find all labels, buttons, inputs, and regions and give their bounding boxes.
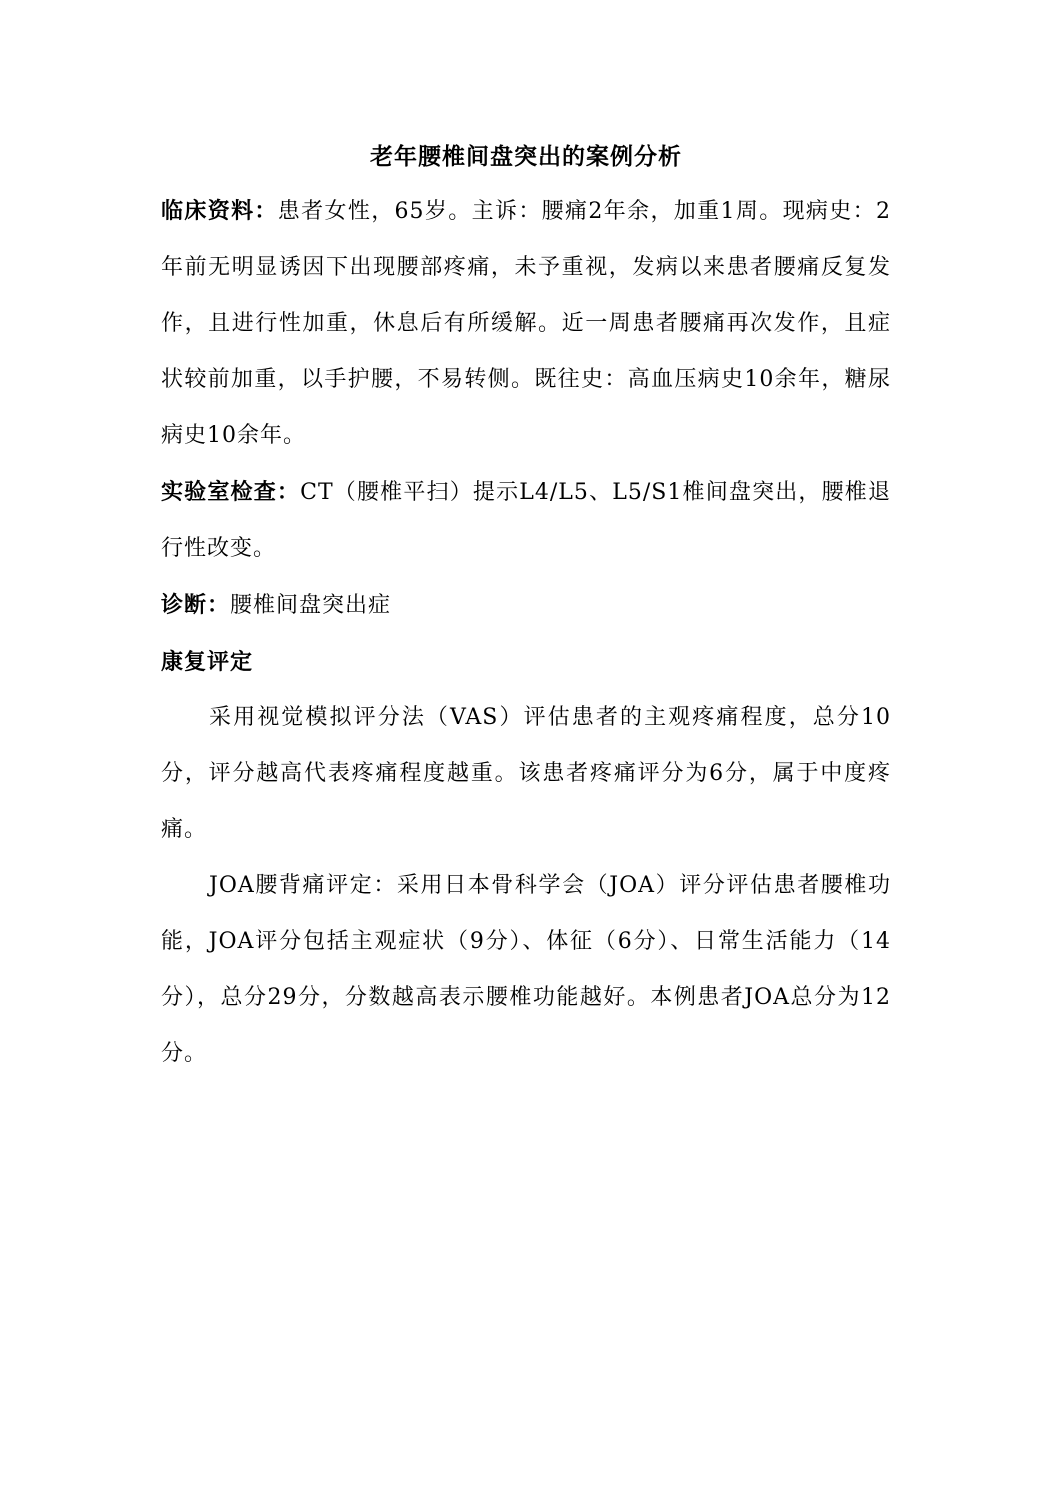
rehab-heading: 康复评定 bbox=[161, 649, 254, 675]
document-body bbox=[161, 135, 891, 1082]
diagnosis-text: 腰椎间盘突出症 bbox=[230, 593, 392, 618]
lab-section bbox=[161, 464, 891, 577]
clinical-section bbox=[161, 183, 891, 464]
diagnosis-section bbox=[161, 577, 891, 634]
joa-paragraph: JOA腰背痛评定：采用日本骨科学会（JOA）评分评估患者腰椎功能，JOA评分包括主观症状（9分）、体征（6分）、日常生活能力（14分），总分29分，分数越高表示腰椎功能越好。本例患者JOA总分为12分。 bbox=[161, 873, 891, 1066]
vas-paragraph: 采用视觉模拟评分法（VAS）评估患者的主观疼痛程度，总分10分，评分越高代表疼痛程度越重。该患者疼痛评分为6分，属于中度疼痛。 bbox=[161, 705, 891, 842]
diagnosis-label: 诊断： bbox=[161, 592, 231, 618]
lab-text: CT（腰椎平扫）提示L4/L5、L5/S1椎间盘突出，腰椎退行性改变。 bbox=[161, 480, 891, 561]
lab-label: 实验室检查： bbox=[161, 479, 301, 505]
clinical-label: 临床资料： bbox=[161, 198, 278, 224]
clinical-text: 患者女性，65岁。主诉：腰痛2年余，加重1周。现病史：2年前无明显诱因下出现腰部疼痛，未予重视，发病以来患者腰痛反复发作，且进行性加重，休息后有所缓解。近一周患者腰痛再次发作，且症状较前加重，以手护腰，不易转侧。既往史：高血压病史10余年，糖尿病史10余年。 bbox=[161, 199, 891, 448]
document-title: 老年腰椎间盘突出的案例分析 bbox=[370, 143, 682, 170]
